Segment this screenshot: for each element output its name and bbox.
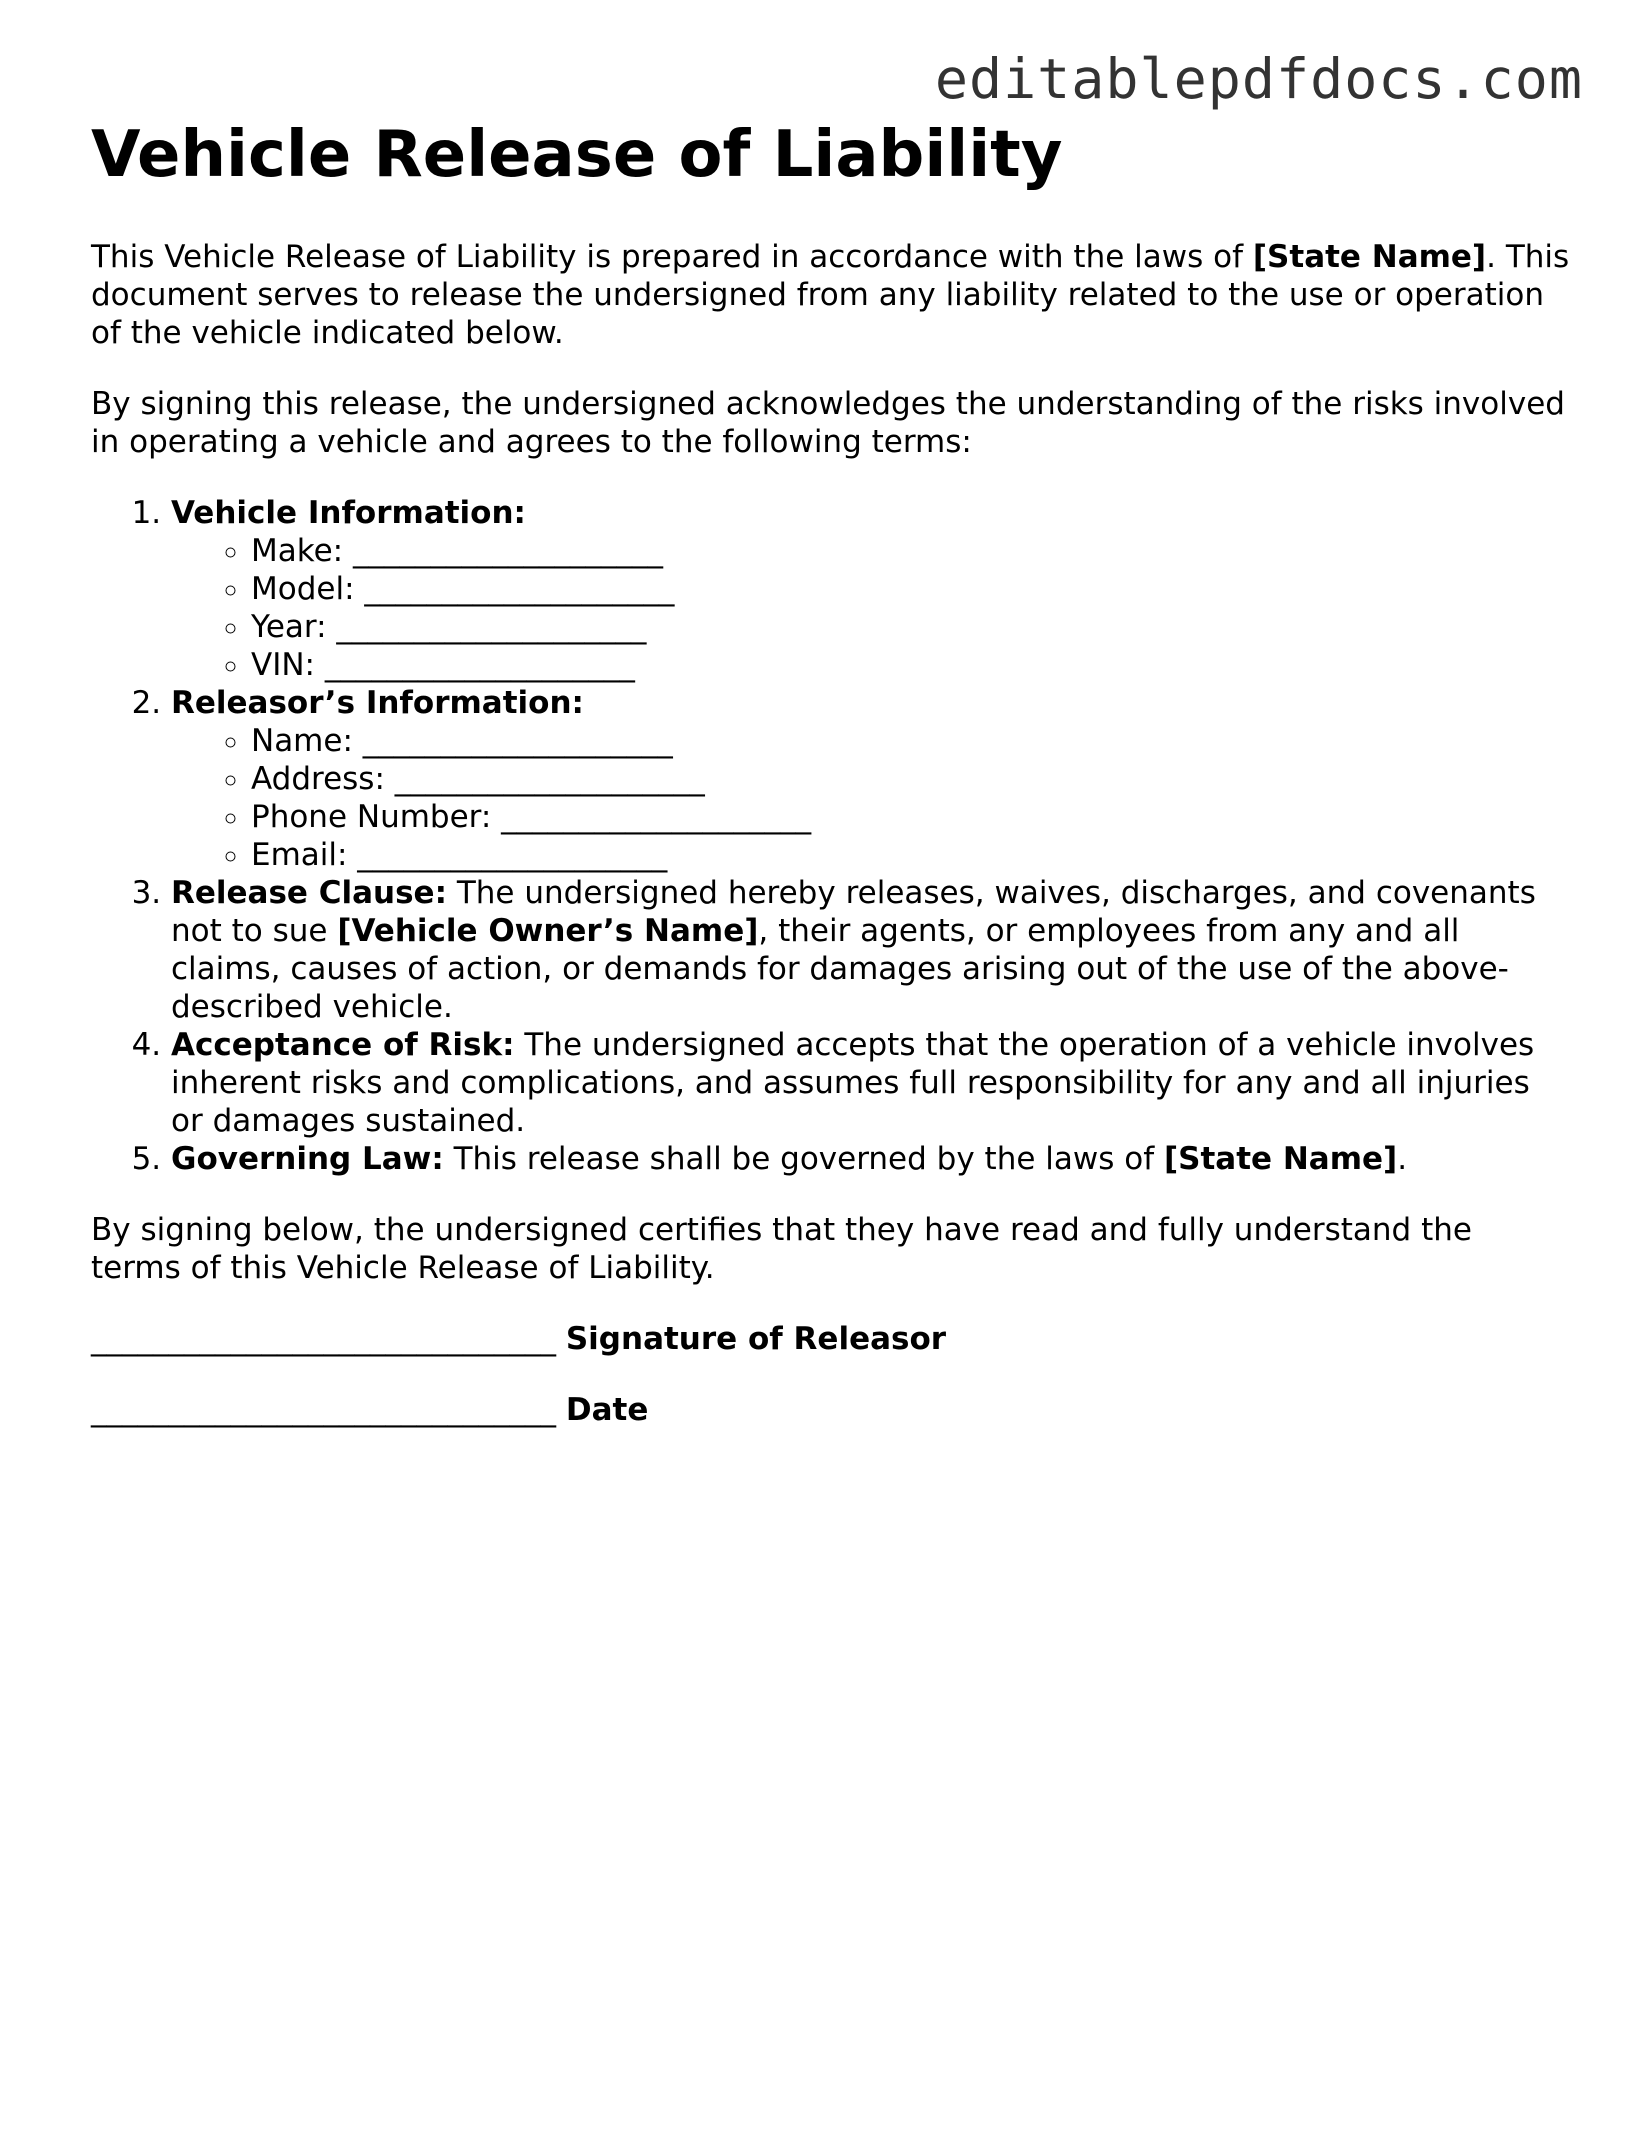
vehicle-vin-field: ◦ VIN: ____________________ — [251, 646, 1571, 684]
release-clause-text-end: , their agents, or employees from any and all claims, causes of action, or demands for damages arising out of the use of the above-described vehicle. — [171, 913, 1509, 1025]
date-label: Date — [565, 1392, 649, 1428]
releasor-phone-field: ◦ Phone Number: ____________________ — [251, 798, 1571, 836]
signature-row — [91, 1320, 1571, 1358]
term-vehicle-information — [171, 494, 1571, 684]
term-heading: Governing Law: — [171, 1141, 444, 1177]
document-page — [91, 115, 1571, 1429]
acknowledgement-paragraph: By signing this release, the undersigned acknowledges the understanding of the risks involved in operating a vehicle and agrees to the following terms: — [91, 386, 1565, 460]
acceptance-of-risk-text: The undersigned accepts that the operation of a vehicle involves inherent risks and complications, and assumes full responsibility for any and all injuries or damages sustained. — [171, 1027, 1535, 1139]
term-heading: Release Clause: — [171, 875, 447, 911]
term-release-clause — [171, 874, 1571, 1026]
watermark: editablepdfdocs.com — [934, 47, 1583, 111]
document-title: Vehicle Release of Liability — [91, 118, 1063, 192]
vehicle-model-field: ◦ Model: ____________________ — [251, 570, 1571, 608]
term-heading: Acceptance of Risk: — [171, 1027, 515, 1063]
release-clause-text-start: The undersigned hereby releases, waives, discharges, and covenants not to sue — [171, 875, 1536, 949]
certification-paragraph: By signing below, the undersigned certifies that they have read and fully understand the terms of this Vehicle Release of Liability. — [91, 1212, 1472, 1286]
term-releasor-information — [171, 684, 1571, 874]
vehicle-make-field: ◦ Make: ____________________ — [251, 532, 1571, 570]
intro-text-end: . This document serves to release the undersigned from any liability related to the use or operation of the vehicle indicated below. — [91, 239, 1570, 351]
date-row — [91, 1391, 1571, 1429]
releasor-name-field: ◦ Name: ____________________ — [251, 722, 1571, 760]
vehicle-owner-placeholder: [Vehicle Owner’s Name] — [337, 913, 759, 949]
state-name-placeholder: [State Name] — [1163, 1141, 1398, 1177]
term-acceptance-of-risk — [171, 1026, 1571, 1140]
term-heading: Vehicle Information: — [171, 495, 526, 531]
releasor-email-field: ◦ Email: ____________________ — [251, 836, 1571, 874]
term-heading: Releasor’s Information: — [171, 685, 584, 721]
intro-text-start: This Vehicle Release of Liability is prepared in accordance with the laws of — [91, 239, 1253, 275]
governing-law-text-start: This release shall be governed by the laws of — [443, 1141, 1164, 1177]
terms-list — [91, 494, 1571, 1178]
releasor-fields-list — [171, 722, 1571, 874]
intro-paragraph — [91, 238, 1571, 352]
signature-label: Signature of Releasor — [565, 1321, 947, 1357]
releasor-address-field: ◦ Address: ____________________ — [251, 760, 1571, 798]
term-governing-law — [171, 1140, 1571, 1178]
date-blank-line: ______________________________ — [91, 1392, 556, 1428]
governing-law-text-end: . — [1397, 1141, 1408, 1177]
state-name-placeholder: [State Name] — [1252, 239, 1487, 275]
vehicle-fields-list — [171, 532, 1571, 684]
vehicle-year-field: ◦ Year: ____________________ — [251, 608, 1571, 646]
signature-blank-line: ______________________________ — [91, 1321, 556, 1357]
